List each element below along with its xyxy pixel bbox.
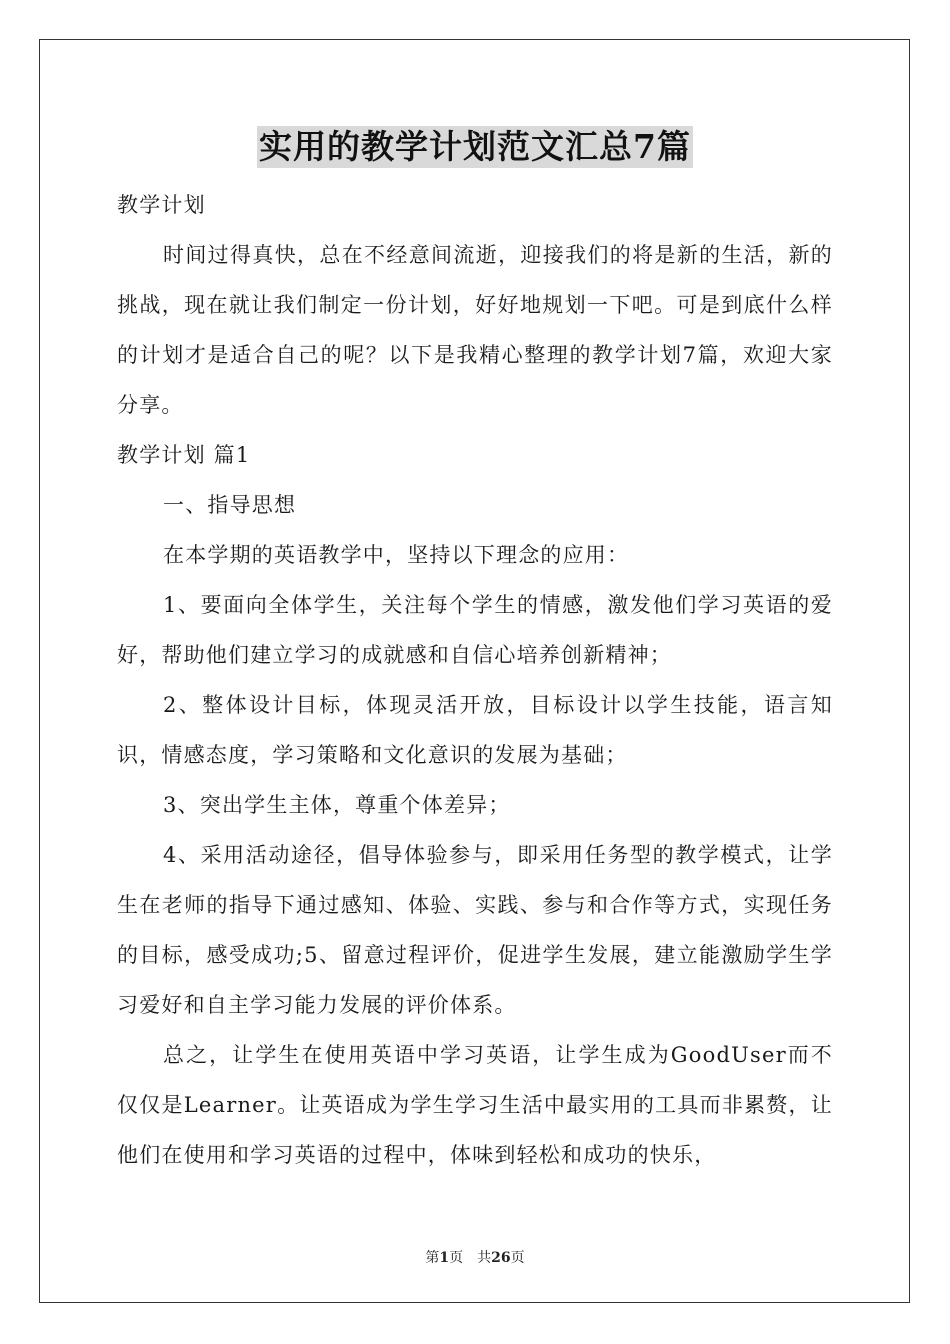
section-heading: 教学计划 篇1 [117,443,251,467]
paragraph: 2、整体设计目标，体现灵活开放，目标设计以学生技能，语言知识，情感态度，学习策略和文化意识的发展为基础； [117,693,833,767]
paragraph: 时间过得真快，总在不经意间流逝，迎接我们的将是新的生活，新的挑战，现在就让我们制定一份计划，好好地规划一下吧。可是到底什么样的计划才是适合自己的呢？以下是我精心整理的教学计划7篇，欢迎大家分享。 [117,243,833,417]
total-pages: 26 [491,1250,511,1266]
paragraph: 1、要面向全体学生，关注每个学生的情感，激发他们学习英语的爱好，帮助他们建立学习的成就感和自信心培养创新精神； [117,593,833,667]
paragraph: 3、突出学生主体，尊重个体差异； [163,793,511,817]
page-suffix: 页 [449,1250,464,1266]
paragraph: 4、采用活动途径，倡导体验参与，即采用任务型的教学模式，让学生在老师的指导下通过感知、体验、实践、参与和合作等方式，实现任务的目标，感受成功;5、留意过程评价，促进学生发展，建立能激励学生学习爱好和自主学习能力发展的评价体系。 [117,843,833,1017]
page-number: 1 [439,1250,450,1266]
title-container [0,126,950,168]
page-footer [0,1247,950,1267]
total-suffix: 页 [510,1250,525,1266]
paragraph: 在本学期的英语教学中，坚持以下理念的应用： [163,543,630,567]
paragraph: 总之，让学生在使用英语中学习英语，让学生成为GoodUser而不仅仅是Learner。让英语成为学生学习生活中最实用的工具而非累赘，让他们在使用和学习英语的过程中，体味到轻松和成功的快乐， [117,1043,833,1167]
paragraph: 一、指导思想 [163,493,297,517]
document-title: 实用的教学计划范文汇总7篇 [259,127,691,166]
page-prefix: 第 [425,1250,440,1266]
paragraph: 教学计划 [117,193,206,217]
document-body [117,180,833,1180]
total-prefix: 共 [477,1250,492,1266]
